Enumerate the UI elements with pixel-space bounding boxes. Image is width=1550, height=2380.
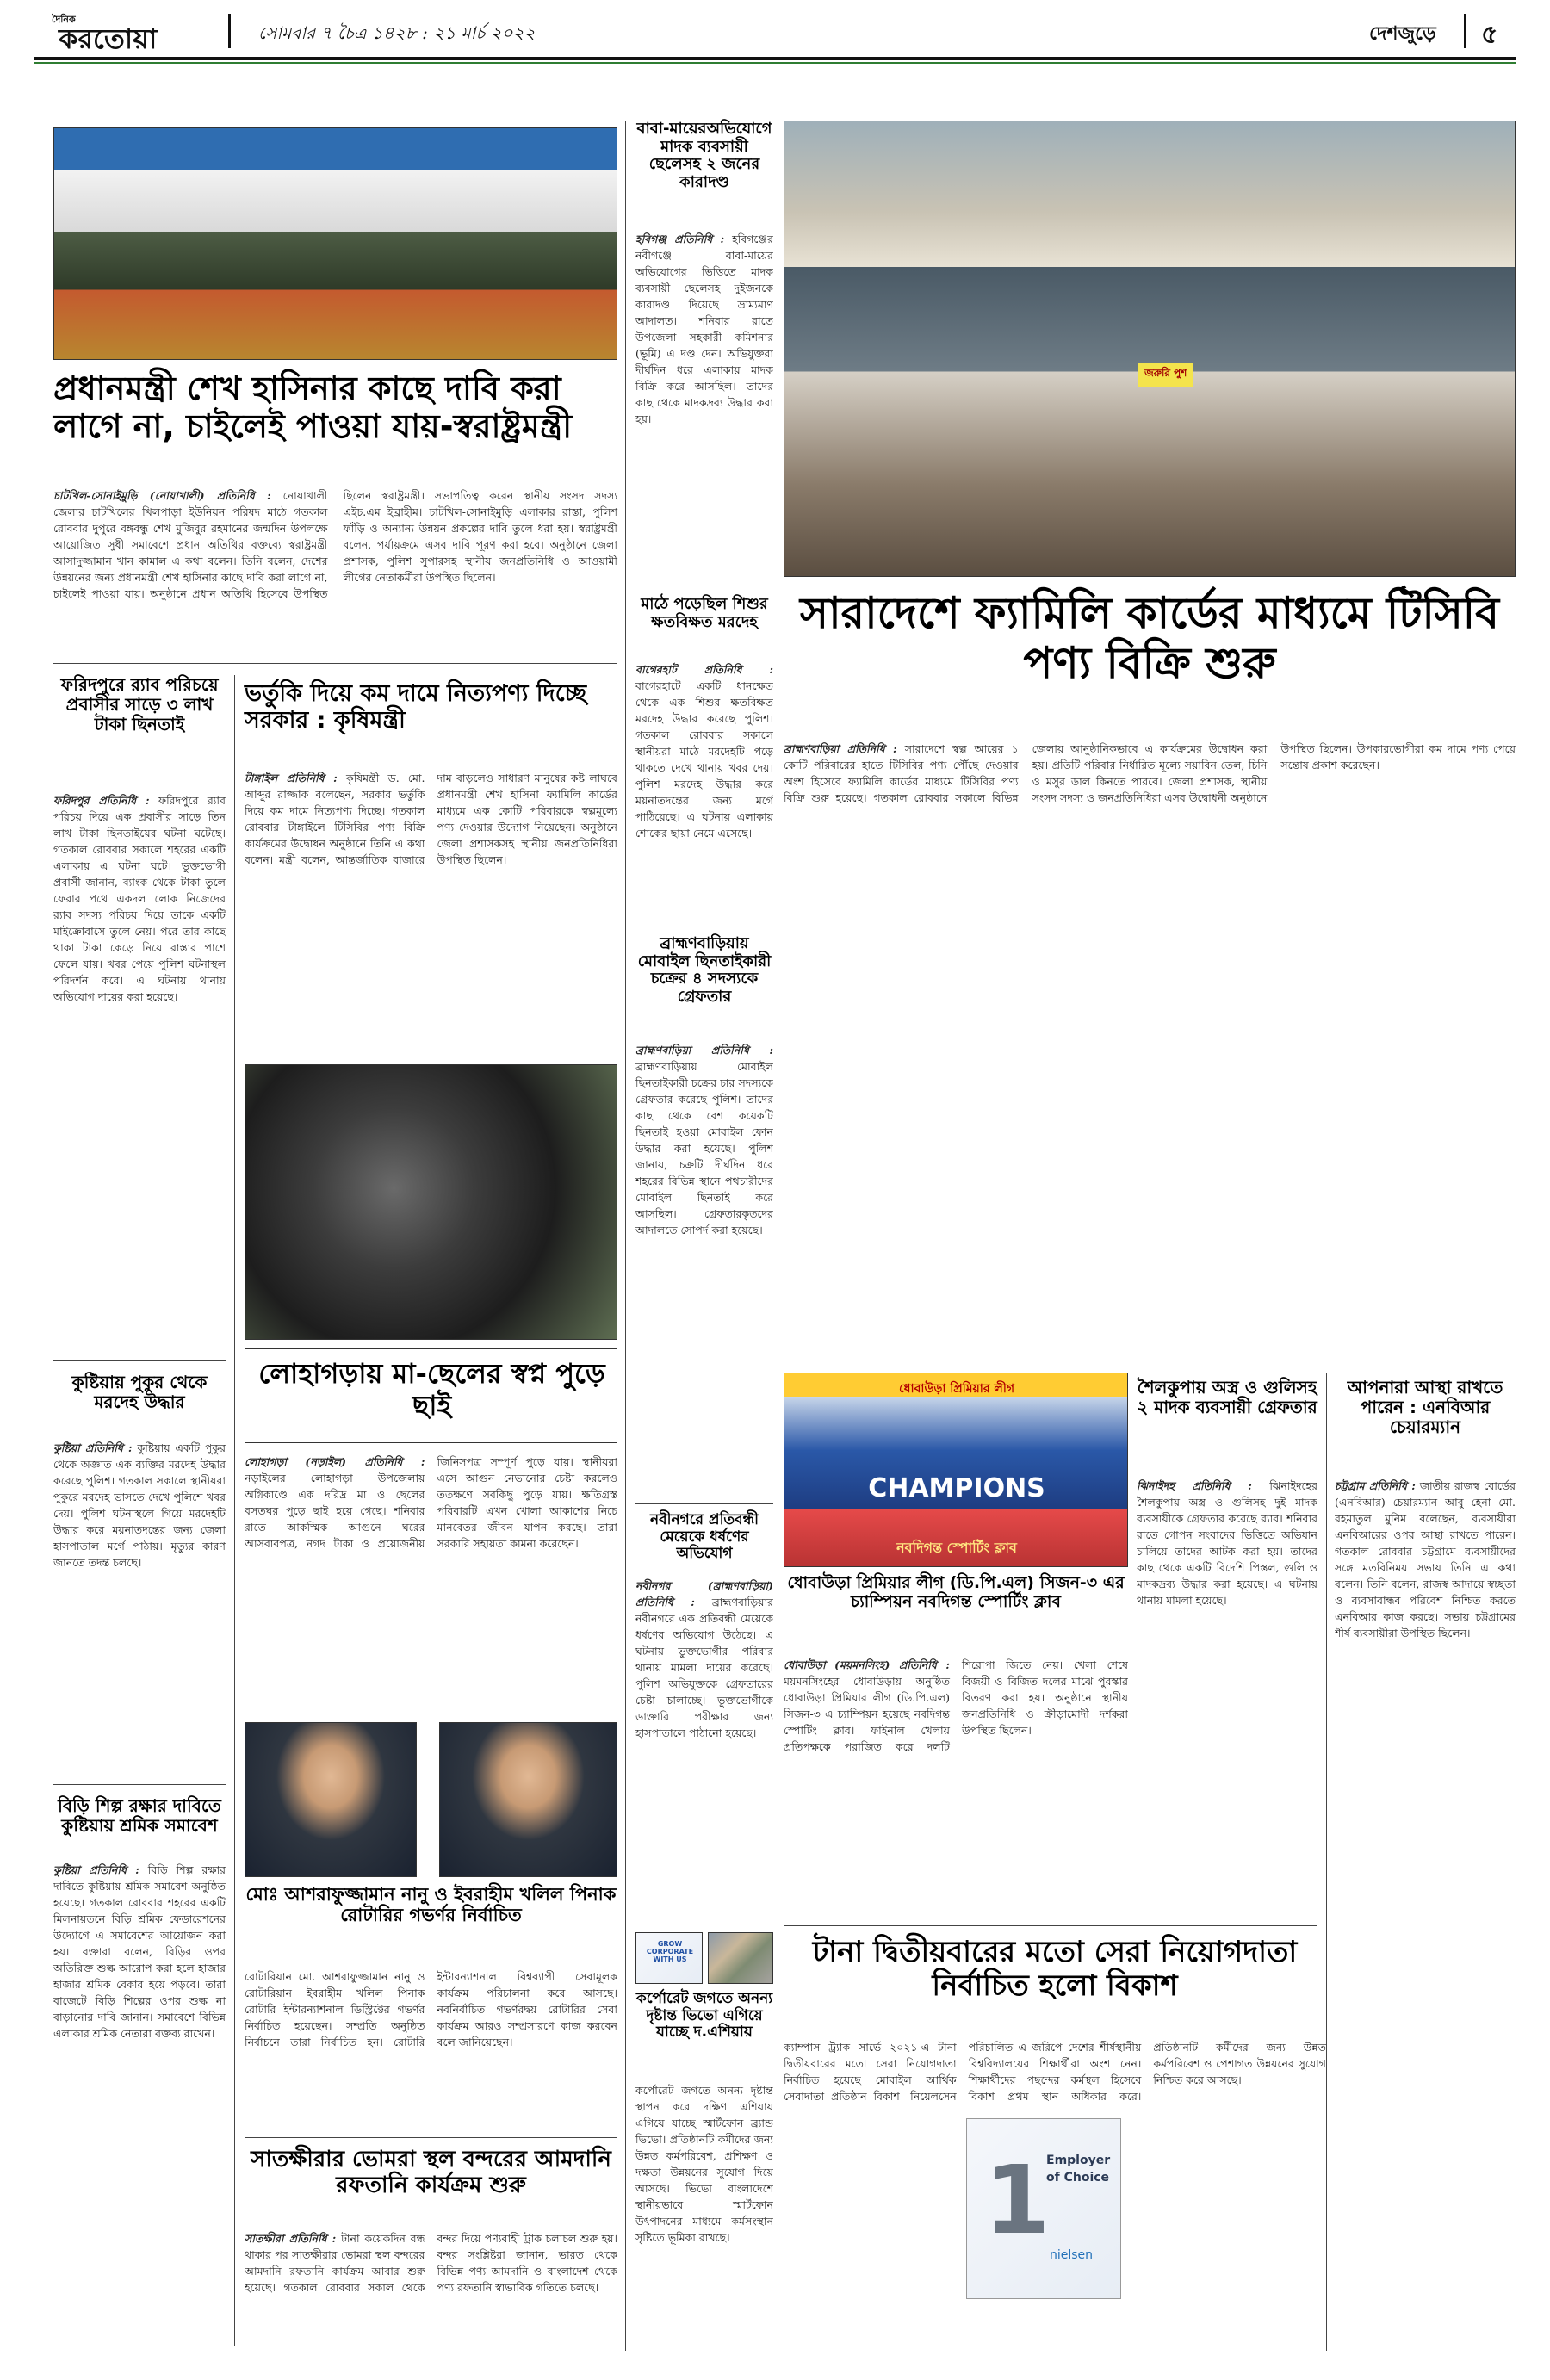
dateline: কুষ্টিয়া প্রতিনিধি :	[53, 1863, 140, 1876]
headline-bidi-workers: বিড়ি শিল্প রক্ষার দাবিতে কুষ্টিয়ায় শ্রমিক সমাবেশ	[58, 1795, 221, 1836]
dateline: ব্রাহ্মণবাড়িয়া প্রতিনিধি :	[784, 742, 897, 755]
article-body: ময়মনসিংহের ধোবাউড়ায় অনুষ্ঠিত ধোবাউড়া প্রিমিয়ার লীগ (ডি.পি.এল) সিজন-৩ এ চ্যাম্পিয়ন হয়েছে নবদিগন্ত স্পোর্টিং ক্লাব। ফাইনাল খেলায় প্রতিপক্ষকে পরাজিত করে দলটি শিরোপা জিতে নেয়। খেলা শেষে বিজয়ী ও বিজিত দলের মাঝে পুরস্কার বিতরণ করা হয়। অনুষ্ঠানে স্থানীয় জনপ্রতিনিধি ও ক্রীড়ামোদী দর্শকরা উপস্থিত ছিলেন।	[784, 1658, 1128, 1753]
headline-shailkupa: শৈলকুপায় অস্ত্র ও গুলিসহ ২ মাদক ব্যবসায়ী গ্রেফতার	[1137, 1377, 1318, 1417]
article-body: জাতীয় রাজস্ব বোর্ডের (এনবিআর) চেয়ারম্যান আবু হেনা মো. রহমাতুল মুনিম বলেছেন, ব্যবসায়ীরা এনবিআরের ওপর আস্থা রাখতে পারেন। গতকাল রোববার চট্টগ্রামে ব্যবসায়ীদের সঙ্গে মতবিনিময় সভায় তিনি এ কথা বলেন। তিনি বলেন, রাজস্ব আদায়ে স্বচ্ছতা ও ব্যবসাবান্ধব পরিবেশ নিশ্চিত করতে এনবিআর কাজ করছে। সভায় চট্টগ্রামের শীর্ষ ব্যবসায়ীরা উপস্থিত ছিলেন।	[1335, 1479, 1516, 1639]
article-body: কৃষিমন্ত্রী ড. মো. আব্দুর রাজ্জাক বলেছেন, সরকার ভর্তুকি দিয়ে কম দামে নিত্যপণ্য দিচ্ছে। গতকাল রোববার টাঙ্গাইলে টিসিবির পণ্য বিক্রি কার্যক্রমের উদ্বোধন অনুষ্ঠানে তিনি এ কথা বলেন। মন্ত্রী বলেন, আন্তর্জাতিক বাজারে দাম বাড়লেও সাধারণ মানুষের কষ্ট লাঘবে প্রধানমন্ত্রী শেখ হাসিনা ফ্যামিলি কার্ডের মাধ্যমে এক কোটি পরিবারকে স্বল্পমূল্যে পণ্য দেওয়ার উদ্যোগ নিয়েছেন। অনুষ্ঠানে জেলা প্রশাসকসহ স্থানীয় জনপ্রতিনিধিরা উপস্থিত ছিলেন।	[245, 772, 617, 866]
team-photo	[784, 1373, 1128, 1567]
divider	[53, 663, 617, 664]
dateline: টাঙ্গাইল প্রতিনিধি :	[245, 772, 338, 784]
masthead-rule-green	[34, 62, 1516, 64]
article-tcb-family-card	[784, 741, 1516, 1360]
bkash-employer-ad	[966, 2118, 1121, 2299]
column-rule	[1326, 1373, 1327, 2351]
column-rule	[234, 675, 235, 2346]
divider	[636, 1503, 773, 1504]
column-rule	[625, 121, 626, 2351]
article-faridpur	[53, 792, 226, 1343]
article-body: কুষ্টিয়ায় একটি পুকুর থেকে অজ্ঞাত এক ব্যক্তির মরদেহ উদ্ধার করেছে পুলিশ। গতকাল সকালে স্থানীয়রা পুকুরে মরদেহ ভাসতে দেখে পুলিশে খবর দেয়। পুলিশ ঘটনাস্থলে গিয়ে মরদেহটি উদ্ধার করে ময়নাতদন্তের জন্য জেলা হাসপাতাল মর্গে পাঠায়। মৃত্যুর কারণ জানতে তদন্ত চলছে।	[53, 1441, 226, 1569]
article-body: ফরিদপুরে র‌্যাব পরিচয় দিয়ে এক প্রবাসীর সাড়ে তিন লাখ টাকা ছিনতাইয়ের ঘটনা ঘটেছে। গতকাল রোববার সকালে শহরের একটি এলাকায় এ ঘটনা ঘটে। ভুক্তভোগী প্রবাসী জানান, ব্যাংক থেকে টাকা তুলে ফেরার পথে একদল লোক নিজেদের র‌্যাব সদস্য পরিচয় দিয়ে তাকে একটি মাইক্রোবাসে তুলে নেয়। পরে তার কাছে থাকা টাকা কেড়ে নিয়ে রাস্তার পাশে ফেলে যায়। খবর পেয়ে পুলিশ ঘটনাস্থল পরিদর্শন করে। এ ঘটনায় থানায় অভিযোগ দায়ের করা হয়েছে।	[53, 794, 226, 1003]
dateline: চাটখিল-সোনাইমুড়ি (নোয়াখালী) প্রতিনিধি :	[53, 489, 271, 502]
section-divider	[1464, 14, 1466, 48]
dateline: বাগেরহাট প্রতিনিধি :	[636, 663, 773, 676]
team-title: CHAMPIONS	[868, 1473, 1045, 1503]
article-body: বিড়ি শিল্প রক্ষার দাবিতে কুষ্টিয়ায় শ্রমিক সমাবেশ অনুষ্ঠিত হয়েছে। গতকাল রোববার শহরের একটি মিলনায়তনে বিড়ি শ্রমিক ফেডারেশনের উদ্যোগে এ সমাবেশের আয়োজন করা হয়। বক্তারা বলেন, বিড়ির ওপর অতিরিক্ত শুল্ক আরোপ করা হলে হাজার হাজার শ্রমিক বেকার হয়ে পড়বে। তারা বাজেটে বিড়ি শিল্পের ওপর শুল্ক না বাড়ানোর দাবি জানান। সমাবেশে বিভিন্ন এলাকার শ্রমিক নেতারা বক্তব্য রাখেন।	[53, 1863, 226, 2040]
headline-dhobaura-league: ধোবাউড়া প্রিমিয়ার লীগ (ডি.পি.এল) সিজন-৩ এর চ্যাম্পিয়ন নবদিগন্ত স্পোর্টিং ক্লাব	[787, 1573, 1125, 1611]
article-rotary	[245, 1968, 617, 2129]
dateline: সাতক্ষীরা প্রতিনিধি :	[245, 2232, 337, 2245]
divider	[784, 1925, 1318, 1926]
article-mobile-snatchers	[636, 1042, 773, 1498]
logo-pre-title: দৈনিক	[52, 14, 76, 25]
article-body: রোটারিয়ান মো. আশরাফুজ্জামান নানু ও রোটারিয়ান ইবরাহীম খলিল পিনাক রোটারি ইন্টারন্যাশনাল ডিস্ট্রিক্টের গভর্ণর নির্বাচিত হয়েছেন। সম্প্রতি অনুষ্ঠিত নির্বাচনে তারা নির্বাচিত হন। রোটারি ইন্টারন্যাশনাল বিশ্বব্যাপী সেবামূলক কার্যক্রম পরিচালনা করে আসছে। নবনির্বাচিত গভর্ণরদ্বয় রোটারির সেবা কার্যক্রম আরও সম্প্রসারণে কাজ করবেন বলে জানিয়েছেন।	[245, 1970, 617, 2048]
article-child-body	[636, 661, 773, 920]
article-agriculture-minister	[245, 770, 617, 1054]
article-body: হবিগঞ্জের নবীগঞ্জে বাবা-মায়ের অভিযোগের ভিত্তিতে মাদক ব্যবসায়ী ছেলেসহ দুইজনকে কারাদণ্ড দিয়েছে ভ্রাম্যমাণ আদালত। শনিবার রাতে উপজেলা সহকারী কমিশনার (ভূমি) এ দণ্ড দেন। অভিযুক্তরা দীর্ঘদিন ধরে এলাকায় মাদক বিক্রি করে আসছিল। তাদের কাছ থেকে মাদকদ্রব্য উদ্ধার করা হয়।	[636, 232, 773, 425]
headline-nbr-chairman: আপনারা আস্থা রাখতে পারেন : এনবিআর চেয়ারম্যান	[1347, 1377, 1504, 1437]
divider	[53, 1360, 226, 1361]
team-banner: ধোবাউড়া প্রিমিয়ার লীগ	[899, 1382, 1014, 1396]
headline-kushtia-pond: কুষ্টিয়ায় পুকুর থেকে মরদেহ উদ্ধার	[71, 1372, 208, 1412]
headline-bkash: টানা দ্বিতীয়বারের মতো সেরা নিয়োগদাতা নির্বাচিত হলো বিকাশ	[812, 1935, 1298, 2004]
dateline: হবিগঞ্জ প্রতিনিধি :	[636, 232, 725, 245]
dateline: ধোবাউড়া (ময়মনসিংহ) প্রতিনিধি :	[784, 1658, 950, 1671]
headline-box-lohagara	[245, 1348, 617, 1443]
dateline: ঝিনাইদহ প্রতিনিধি :	[1137, 1479, 1252, 1492]
article-kushtia-pond	[53, 1440, 226, 1776]
issue-date: সোমবার ৭ চৈত্র ১৪২৮ : ২১ মার্চ ২০২২	[258, 22, 536, 43]
vivo-ad	[636, 1932, 703, 1984]
article-lohagara	[245, 1453, 617, 1712]
headline-nabinagar: নবীনগরে প্রতিবন্ধী মেয়েকে ধর্ষণের অভিযোগ	[650, 1511, 759, 1563]
headline-satkhira: সাতক্ষীরার ভোমরা স্থল বন্দরের আমদানি রফতানি কার্যক্রম শুরু	[251, 2147, 611, 2198]
dateline: চট্টগ্রাম প্রতিনিধি :	[1335, 1479, 1416, 1492]
logo-title: করতোয়া	[59, 22, 158, 55]
headline-agriculture-minister: ভর্তুকি দিয়ে কম দামে নিত্যপণ্য দিচ্ছে সরকার : কৃষিমন্ত্রী	[245, 680, 587, 734]
vivo-ad-text: GROW CORPORATE WITH US	[646, 1940, 694, 1963]
portrait-photo-2	[439, 1722, 617, 1877]
banner-sign: জরুরি পুশ	[1138, 363, 1194, 387]
article-body: বাগেরহাটে একটি ধানক্ষেত থেকে এক শিশুর ক্ষতবিক্ষত মরদেহ উদ্ধার করেছে পুলিশ। গতকাল রোববার সকালে স্থানীয়রা মাঠে মরদেহটি পড়ে থাকতে দেখে থানায় খবর দেয়। পুলিশ মরদেহ উদ্ধার করে ময়নাতদন্তের জন্য মর্গে পাঠিয়েছে। এ ঘটনায় এলাকায় শোকের ছায়া নেমে এসেছে।	[636, 679, 773, 840]
headline-faridpur: ফরিদপুরে র‌্যাব পরিচয়ে প্রবাসীর সাড়ে ৩ লাখ টাকা ছিনতাই	[60, 674, 219, 734]
tcb-distribution-photo	[784, 121, 1516, 577]
dateline: ফরিদপুর প্রতিনিধি :	[53, 794, 150, 807]
portrait-photo-1	[245, 1722, 417, 1877]
dateline: নবীনগর (ব্রাহ্মণবাড়িয়া) প্রতিনিধি :	[636, 1579, 773, 1608]
newspaper-logo	[52, 12, 224, 55]
article-body: ব্রাহ্মণবাড়িয়ায় মোবাইল ছিনতাইকারী চক্রের চার সদস্যকে গ্রেফতার করেছে পুলিশ। তাদের কাছ থেকে বেশ কয়েকটি ছিনতাই হওয়া মোবাইল ফোন উদ্ধার করা হয়েছে। পুলিশ জানায়, চক্রটি দীর্ঘদিন ধরে শহরের বিভিন্ন স্থানে পথচারীদের মোবাইল ছিনতাই করে আসছিল। গ্রেফতারকৃতদের আদালতে সোপর্দ করা হয়েছে।	[636, 1060, 773, 1236]
article-satkhira	[245, 2230, 617, 2351]
page-number: ৫	[1481, 20, 1498, 50]
article-body: ক্যাম্পাস ট্র্যাক সার্ভে ২০২১-এ টানা দ্বিতীয়বারের মতো সেরা নিয়োগদাতা নির্বাচিত হয়েছে মোবাইল আর্থিক সেবাদাতা প্রতিষ্ঠান বিকাশ। নিয়েলসেন পরিচালিত এ জরিপে দেশের শীর্ষস্থানীয় বিশ্ববিদ্যালয়ের শিক্ষার্থীরা অংশ নেন। শিক্ষার্থীদের পছন্দের কর্মস্থল হিসেবে বিকাশ প্রথম স্থান অধিকার করে। প্রতিষ্ঠানটি কর্মীদের জন্য উন্নত কর্মপরিবেশ ও পেশাগত উন্নয়নের সুযোগ নিশ্চিত করে আসছে।	[784, 2041, 1326, 2103]
headline-tcb-family-card: সারাদেশে ফ্যামিলি কার্ডের মাধ্যমে টিসিবি পণ্য বিক্রি শুরু	[800, 588, 1499, 688]
masthead-divider	[228, 14, 231, 48]
article-home-minister	[53, 487, 617, 651]
article-bidi-workers	[53, 1862, 226, 2344]
article-nbr-chairman	[1335, 1478, 1516, 2347]
award-number: 1	[984, 2145, 1051, 2255]
headline-rotary: মোঃ আশরাফুজ্জামান নানু ও ইবরাহীম খলিল পিনাক রোটারির গভর্ণর নির্বাচিত	[245, 1884, 617, 1926]
article-vivo	[636, 2082, 773, 2349]
rally-photo	[53, 127, 617, 360]
article-body: নোয়াখালী জেলার চাটখিলের খিলপাড়া ইউনিয়ন পরিষদ মাঠে গতকাল রোববার দুপুরে বঙ্গবন্ধু শেখ মুজিবুর রহমানের জন্মদিন উপলক্ষে আয়োজিত সুধী সমাবেশে প্রধান অতিথির বক্তব্যে স্বরাষ্ট্রমন্ত্রী আসাদুজ্জামান খান কামাল এ কথা বলেন। তিনি বলেন, দেশের উন্নয়নের জন্য প্রধানমন্ত্রী শেখ হাসিনার কাছে দাবি করা লাগে না, চাইলেই পাওয়া যায়। অনুষ্ঠানে প্রধান অতিথি হিসেবে উপস্থিত ছিলেন স্বরাষ্ট্রমন্ত্রী। সভাপতিত্ব করেন স্থানীয় সংসদ সদস্য এইচ.এম ইব্রাহীম। চাটখিল-সোনাইমুড়ি এলাকার রাস্তা, পুলিশ ফাঁড়ি ও অন্যান্য উন্নয়ন প্রকল্পের দাবি তুলে ধরা হয়। স্বরাষ্ট্রমন্ত্রী বলেন, পর্যায়ক্রমে এসব দাবি পূরণ করা হবে। অনুষ্ঠানে জেলা প্রশাসক, পুলিশ সুপারসহ স্থানীয় জনপ্রতিনিধি ও আওয়ামী লীগের নেতাকর্মীরা উপস্থিত ছিলেন।	[53, 489, 617, 600]
article-nabinagar	[636, 1577, 773, 1939]
fire-photo	[245, 1064, 617, 1340]
divider	[53, 1784, 226, 1785]
nielsen-logo: nielsen	[1050, 2248, 1094, 2262]
article-body: সারাদেশে স্বল্প আয়ের ১ কোটি পরিবারের হাতে টিসিবির পণ্য পৌঁছে দেওয়ার অংশ হিসেবে ফ্যামিলি কার্ডের মাধ্যমে টিসিবির পণ্য বিক্রি শুরু হয়েছে। গতকাল রোববার সকালে বিভিন্ন জেলায় আনুষ্ঠানিকভাবে এ কার্যক্রমের উদ্বোধন করা হয়। প্রতিটি পরিবার নির্ধারিত মূল্যে সয়াবিন তেল, চিনি ও মসুর ডাল কিনতে পারবে। জেলা প্রশাসক, স্থানীয় সংসদ সদস্য ও জনপ্রতিনিধিরা এসব উদ্বোধনী অনুষ্ঠানে উপস্থিত ছিলেন। উপকারভোগীরা কম দামে পণ্য পেয়ে সন্তোষ প্রকাশ করেছেন।	[784, 742, 1516, 804]
section-name: দেশজুড়ে	[1369, 23, 1436, 45]
headline-drug-dealer: বাবা-মায়েরঅভিযোগে মাদক ব্যবসায়ী ছেলেসহ ২ জনের কারাদণ্ড	[636, 120, 772, 192]
dateline: কুষ্টিয়া প্রতিনিধি :	[53, 1441, 133, 1454]
article-body: নড়াইলের লোহাগড়া উপজেলায় অগ্নিকাণ্ডে এক দরিদ্র মা ও ছেলের বসতঘর পুড়ে ছাই হয়ে গেছে। শনিবার রাতে আকস্মিক আগুনে ঘরের আসবাবপত্র, নগদ টাকা ও প্রয়োজনীয় জিনিসপত্র সম্পূর্ণ পুড়ে যায়। স্থানীয়রা এসে আগুন নেভানোর চেষ্টা করলেও ততক্ষণে সবকিছু পুড়ে যায়। ক্ষতিগ্রস্ত পরিবারটি এখন খোলা আকাশের নিচে মানবেতর জীবন যাপন করছে। তারা সরকারি সহায়তা কামনা করেছেন।	[245, 1455, 617, 1550]
award-line1: Employer	[1046, 2154, 1111, 2167]
article-body: ঝিনাইদহের শৈলকুপায় অস্ত্র ও গুলিসহ দুই মাদক ব্যবসায়ীকে গ্রেফতার করেছে র‌্যাব। শনিবার রাতে গোপন সংবাদের ভিত্তিতে অভিযান চালিয়ে তাদের আটক করা হয়। তাদের কাছ থেকে একটি বিদেশি পিস্তল, গুলি ও মাদকদ্রব্য উদ্ধার করা হয়েছে। এ ঘটনায় থানায় মামলা হয়েছে।	[1137, 1479, 1318, 1607]
article-body: ব্রাহ্মণবাড়িয়ার নবীনগরে এক প্রতিবন্ধী মেয়েকে ধর্ষণের অভিযোগ উঠেছে। এ ঘটনায় ভুক্তভোগীর পরিবার থানায় মামলা দায়ের করেছে। পুলিশ অভিযুক্তকে গ্রেফতারের চেষ্টা চালাচ্ছে। ভুক্তভোগীকে ডাক্তারি পরীক্ষার জন্য হাসপাতালে পাঠানো হয়েছে।	[636, 1596, 773, 1739]
dateline: ব্রাহ্মণবাড়িয়া প্রতিনিধি :	[636, 1044, 773, 1057]
masthead	[0, 0, 1550, 60]
headline-child-body: মাঠে পড়েছিল শিশুর ক্ষতবিক্ষত মরদেহ	[636, 596, 773, 656]
headline-vivo: কর্পোরেট জগতে অনন্য দৃষ্টান্ত ভিভো এগিয়ে যাচ্ছে দ.এশিয়ায়	[636, 1990, 773, 2042]
article-dhobaura-league	[784, 1657, 1128, 1915]
divider	[245, 2137, 617, 2138]
headline-mobile-snatchers: ব্রাহ্মণবাড়িয়ায় মোবাইল ছিনতাইকারী চক্রের ৪ সদস্যকে গ্রেফতার	[637, 934, 772, 1007]
vivo-group-photo	[708, 1932, 773, 1984]
masthead-rule	[34, 57, 1516, 60]
headline-home-minister: প্রধানমন্ত্রী শেখ হাসিনার কাছে দাবি করা লাগে না, চাইলেই পাওয়া যায়-স্বরাষ্ট্রমন্ত্রী	[53, 369, 573, 445]
article-body: টানা কয়েকদিন বন্ধ থাকার পর সাতক্ষীরার ভোমরা স্থল বন্দরের আমদানি রফতানি কার্যক্রম আবার শুরু হয়েছে। গতকাল রোববার সকাল থেকে বন্দর দিয়ে পণ্যবাহী ট্রাক চলাচল শুরু হয়। বন্দর সংশ্লিষ্টরা জানান, ভারত থেকে বিভিন্ন পণ্য আমদানি ও বাংলাদেশ থেকে পণ্য রফতানি স্বাভাবিক গতিতে চলছে।	[245, 2232, 617, 2294]
article-shailkupa	[1137, 1478, 1318, 1917]
team-subtitle: নবদিগন্ত স্পোর্টিং ক্লাব	[896, 1540, 1017, 1556]
headline-lohagara: লোহাগড়ায় মা-ছেলের স্বপ্ন পুড়ে ছাই	[258, 1357, 605, 1422]
article-body: কর্পোরেট জগতে অনন্য দৃষ্টান্ত স্থাপন করে দক্ষিণ এশিয়ায় এগিয়ে যাচ্ছে স্মার্টফোন ব্র্যান্ড ভিভো। প্রতিষ্ঠানটি কর্মীদের জন্য উন্নত কর্মপরিবেশ, প্রশিক্ষণ ও দক্ষতা উন্নয়নের সুযোগ দিয়ে আসছে। ভিভো বাংলাদেশে স্থানীয়ভাবে স্মার্টফোন উৎপাদনের মাধ্যমে কর্মসংস্থান সৃষ্টিতে ভূমিকা রাখছে।	[636, 2084, 773, 2244]
award-line2: of Choice	[1046, 2171, 1110, 2185]
dateline: লোহাগড়া (নড়াইল) প্রতিনিধি :	[245, 1455, 425, 1468]
